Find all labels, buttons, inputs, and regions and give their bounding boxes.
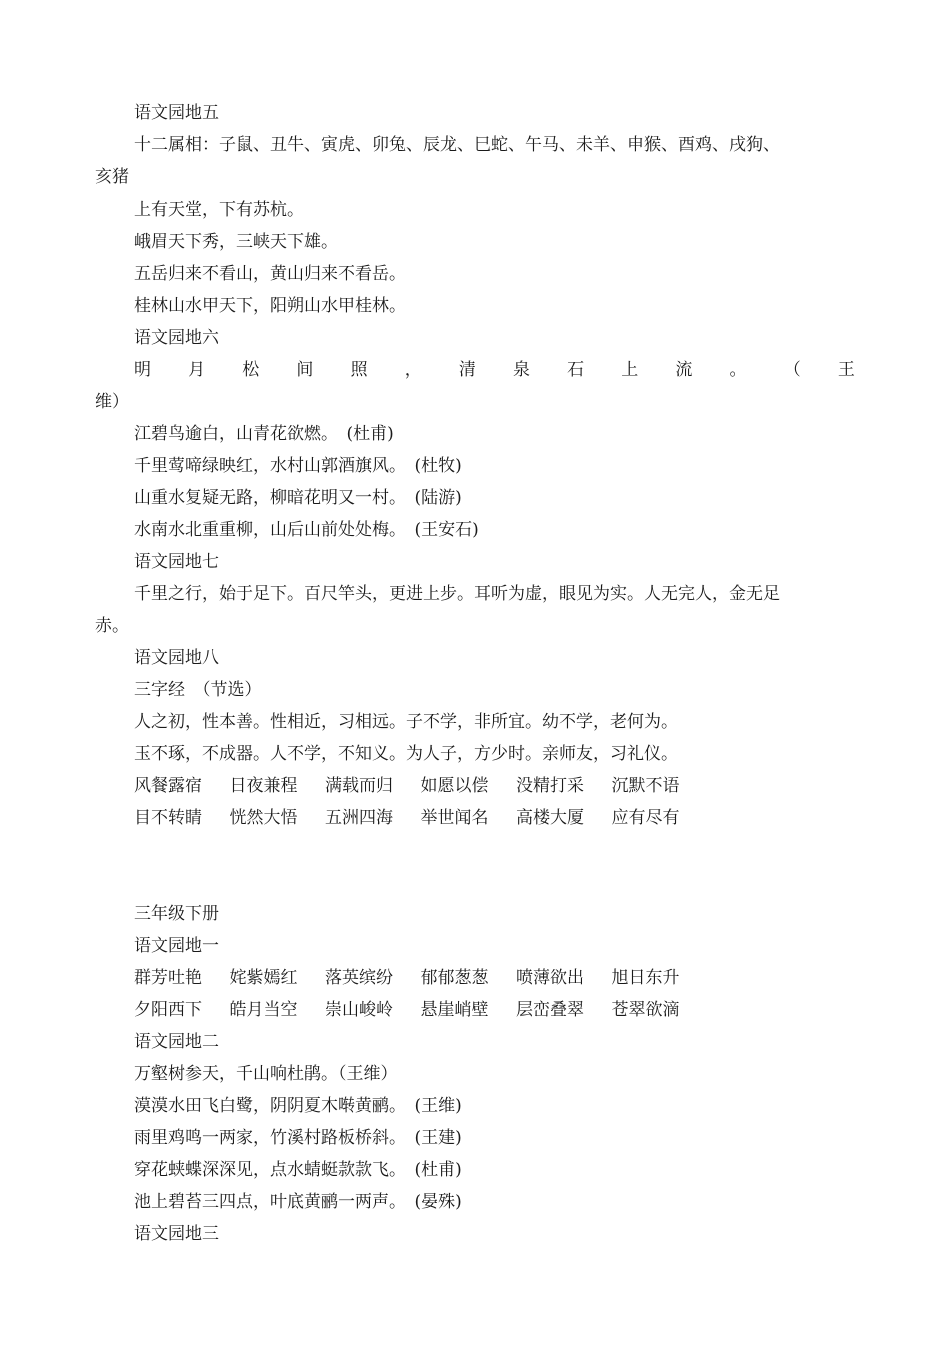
idiom: 高楼大厦 xyxy=(516,808,584,828)
char: 明 xyxy=(134,360,151,380)
text-line: 水南水北重重柳，山后山前处处梅。 (王安石) xyxy=(134,520,479,540)
char: 泉 xyxy=(512,360,530,380)
char: 。 xyxy=(729,360,747,380)
idiom: 如愿以偿 xyxy=(420,776,489,796)
text-line: 千里之行，始于足下。百尺竿头，更进上步。耳听为虚，眼见为实。人无完人，金无足 xyxy=(134,584,780,604)
text-line: 三字经 （节选） xyxy=(134,680,262,700)
char: 月 xyxy=(188,360,206,380)
char: 清 xyxy=(458,360,476,380)
idiom: 崇山峻岭 xyxy=(325,1000,393,1020)
idiom: 举世闻名 xyxy=(420,808,489,828)
idiom-row xyxy=(134,774,707,798)
char: 照 xyxy=(350,360,368,380)
idiom: 风餐露宿 xyxy=(134,776,202,796)
text-line: 桂林山水甲天下，阳朔山水甲桂林。 xyxy=(134,296,406,316)
text-line: 峨眉天下秀，三峡天下雄。 xyxy=(134,232,338,252)
idiom: 满载而归 xyxy=(325,776,393,796)
text-line: 万壑树参天，千山响杜鹃。（王维） xyxy=(134,1064,398,1084)
idiom: 恍然大悟 xyxy=(229,808,298,828)
text-line: 漠漠水田飞白鹭，阴阴夏木啭黄鹂。 (王维) xyxy=(134,1096,462,1116)
char: ， xyxy=(404,360,422,380)
idiom: 姹紫嫣红 xyxy=(229,968,298,988)
char: 王 xyxy=(837,360,855,380)
idiom: 目不转睛 xyxy=(134,808,202,828)
section-heading: 语文园地五 xyxy=(134,103,219,123)
text-line: 池上碧苔三四点，叶底黄鹂一两声。 (晏殊) xyxy=(134,1192,462,1212)
text-line: 人之初，性本善。性相近，习相远。子不学，非所宜。幼不学，老何为。 xyxy=(134,712,678,732)
idiom-row xyxy=(134,806,707,830)
text-line: 千里莺啼绿映红，水村山郭酒旗风。 (杜牧) xyxy=(134,456,462,476)
idiom: 苍翠欲滴 xyxy=(611,1000,680,1020)
text-line: 五岳归来不看山，黄山归来不看岳。 xyxy=(134,264,406,284)
idiom-row xyxy=(134,966,707,990)
idiom: 落英缤纷 xyxy=(325,968,393,988)
char: 上 xyxy=(621,360,639,380)
idiom: 应有尽有 xyxy=(611,808,680,828)
text-line: 江碧鸟逾白，山青花欲燃。 (杜甫) xyxy=(134,424,394,444)
text-line: 维） xyxy=(95,392,129,412)
char: （ xyxy=(783,360,801,380)
text-line: 玉不琢，不成器。人不学，不知义。为人子，方少时。亲师友，习礼仪。 xyxy=(134,744,678,764)
idiom: 层峦叠翠 xyxy=(516,1000,584,1020)
text-line: 十二属相：子鼠、丑牛、寅虎、卯兔、辰龙、巳蛇、午马、未羊、申猴、酉鸡、戌狗、 xyxy=(134,135,780,155)
text-line: 亥猪 xyxy=(95,167,129,187)
idiom: 夕阳西下 xyxy=(134,1000,202,1020)
section-heading: 语文园地六 xyxy=(134,328,219,348)
volume-heading: 三年级下册 xyxy=(134,904,219,924)
idiom: 没精打采 xyxy=(516,776,584,796)
idiom: 悬崖峭壁 xyxy=(420,1000,489,1020)
idiom: 喷薄欲出 xyxy=(516,968,584,988)
section-heading: 语文园地三 xyxy=(134,1224,219,1244)
text-line: 穿花蛱蝶深深见，点水蜻蜓款款飞。 (杜甫) xyxy=(134,1160,462,1180)
idiom: 旭日东升 xyxy=(611,968,680,988)
justified-poem-line xyxy=(134,358,855,382)
char: 流 xyxy=(675,360,693,380)
char: 石 xyxy=(567,360,585,380)
section-heading: 语文园地二 xyxy=(134,1032,219,1052)
text-line: 山重水复疑无路，柳暗花明又一村。 (陆游) xyxy=(134,488,462,508)
section-heading: 语文园地一 xyxy=(134,936,219,956)
text-line: 上有天堂，下有苏杭。 xyxy=(134,200,304,220)
char: 松 xyxy=(242,360,260,380)
char: 间 xyxy=(296,360,314,380)
idiom: 群芳吐艳 xyxy=(134,968,202,988)
idiom-row xyxy=(134,998,707,1022)
idiom: 沉默不语 xyxy=(611,776,680,796)
section-heading: 语文园地七 xyxy=(134,552,219,572)
idiom: 郁郁葱葱 xyxy=(420,968,489,988)
idiom: 五洲四海 xyxy=(325,808,393,828)
text-line: 赤。 xyxy=(95,616,129,636)
idiom: 皓月当空 xyxy=(229,1000,298,1020)
section-heading: 语文园地八 xyxy=(134,648,219,668)
idiom: 日夜兼程 xyxy=(229,776,298,796)
text-line: 雨里鸡鸣一两家，竹溪村路板桥斜。 (王建) xyxy=(134,1128,462,1148)
